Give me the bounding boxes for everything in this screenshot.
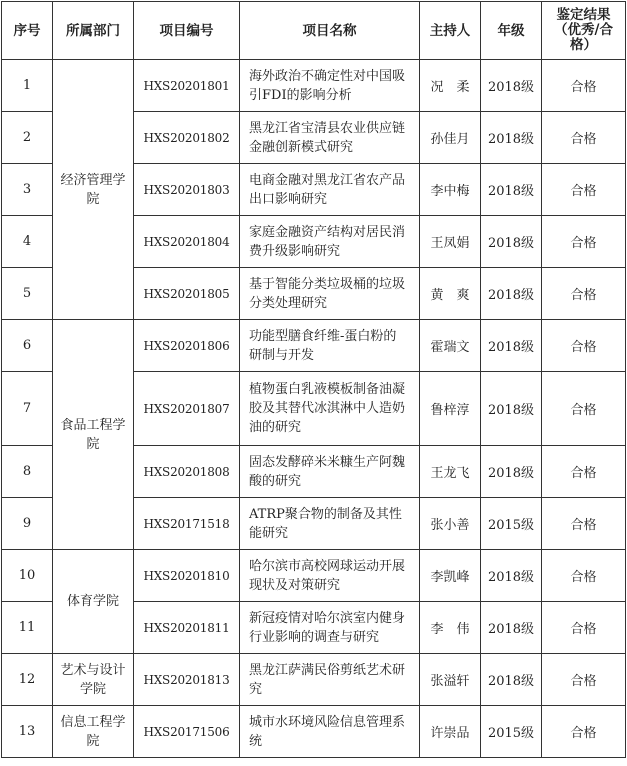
table-row [2,60,626,112]
row-index: 3 [2,164,53,216]
table-row [2,706,626,758]
row-index: 13 [2,706,53,758]
row-grade: 2018级 [481,372,542,446]
row-result: 合格 [542,268,626,320]
row-host: 孙佳月 [420,112,481,164]
row-grade: 2015级 [481,498,542,550]
row-host: 张小善 [420,498,481,550]
row-code: HXS20201801 [134,60,240,112]
row-grade: 2018级 [481,320,542,372]
row-name: 海外政治不确定性对中国吸引FDI的影响分析 [240,60,420,112]
header-result: 鉴定结果（优秀/合格） [542,2,626,60]
header-department: 所属部门 [53,2,134,60]
table-row [2,320,626,372]
row-index: 12 [2,654,53,706]
row-grade: 2018级 [481,60,542,112]
row-grade: 2018级 [481,112,542,164]
header-row [2,2,626,60]
row-code: HXS20201803 [134,164,240,216]
row-index: 8 [2,446,53,498]
row-host: 黄 爽 [420,268,481,320]
row-name: ATRP聚合物的制备及其性能研究 [240,498,420,550]
row-name: 城市水环境风险信息管理系统 [240,706,420,758]
row-result: 合格 [542,550,626,602]
row-code: HXS20201804 [134,216,240,268]
row-index: 6 [2,320,53,372]
row-code: HXS20201802 [134,112,240,164]
row-grade: 2018级 [481,164,542,216]
row-index: 4 [2,216,53,268]
row-index: 7 [2,372,53,446]
row-name: 固态发酵碎米米糠生产阿魏酸的研究 [240,446,420,498]
row-host: 李中梅 [420,164,481,216]
row-result: 合格 [542,602,626,654]
row-name: 家庭金融资产结构对居民消费升级影响研究 [240,216,420,268]
row-host: 王凤娟 [420,216,481,268]
table-row [2,550,626,602]
row-result: 合格 [542,372,626,446]
row-index: 2 [2,112,53,164]
row-grade: 2018级 [481,268,542,320]
row-host: 鲁梓淳 [420,372,481,446]
department-art: 艺术与设计学院 [53,654,134,706]
row-host: 霍瑞文 [420,320,481,372]
row-name: 新冠疫情对哈尔滨室内健身行业影响的调查与研究 [240,602,420,654]
row-name: 植物蛋白乳液模板制备油凝胶及其替代冰淇淋中人造奶油的研究 [240,372,420,446]
row-name: 哈尔滨市高校网球运动开展现状及对策研究 [240,550,420,602]
header-host: 主持人 [420,2,481,60]
row-grade: 2018级 [481,654,542,706]
row-host: 况 柔 [420,60,481,112]
row-host: 张溢轩 [420,654,481,706]
header-grade: 年级 [481,2,542,60]
row-code: HXS20201810 [134,550,240,602]
row-name: 基于智能分类垃圾桶的垃圾分类处理研究 [240,268,420,320]
department-economics: 经济管理学院 [53,60,134,320]
row-code: HXS20201811 [134,602,240,654]
header-name: 项目名称 [240,2,420,60]
row-code: HXS20171518 [134,498,240,550]
table-row [2,654,626,706]
row-host: 李凯峰 [420,550,481,602]
row-index: 9 [2,498,53,550]
row-index: 10 [2,550,53,602]
row-grade: 2018级 [481,602,542,654]
row-code: HXS20201806 [134,320,240,372]
row-name: 电商金融对黑龙江省农产品出口影响研究 [240,164,420,216]
department-sports: 体育学院 [53,550,134,654]
row-code: HXS20201805 [134,268,240,320]
row-result: 合格 [542,654,626,706]
row-grade: 2018级 [481,216,542,268]
row-host: 许崇品 [420,706,481,758]
row-index: 5 [2,268,53,320]
row-code: HXS20201807 [134,372,240,446]
row-name: 功能型膳食纤维-蛋白粉的研制与开发 [240,320,420,372]
project-table [1,1,626,758]
row-result: 合格 [542,706,626,758]
row-code: HXS20171506 [134,706,240,758]
row-result: 合格 [542,320,626,372]
row-grade: 2018级 [481,550,542,602]
row-result: 合格 [542,498,626,550]
row-name: 黑龙江萨满民俗剪纸艺术研究 [240,654,420,706]
row-result: 合格 [542,164,626,216]
row-index: 11 [2,602,53,654]
header-index: 序号 [2,2,53,60]
row-result: 合格 [542,446,626,498]
header-code: 项目编号 [134,2,240,60]
row-code: HXS20201808 [134,446,240,498]
row-host: 李 伟 [420,602,481,654]
row-name: 黑龙江省宝清县农业供应链金融创新模式研究 [240,112,420,164]
row-code: HXS20201813 [134,654,240,706]
department-info: 信息工程学院 [53,706,134,758]
row-grade: 2015级 [481,706,542,758]
department-food: 食品工程学院 [53,320,134,550]
row-result: 合格 [542,216,626,268]
row-result: 合格 [542,60,626,112]
row-result: 合格 [542,112,626,164]
row-index: 1 [2,60,53,112]
row-grade: 2018级 [481,446,542,498]
row-host: 王龙飞 [420,446,481,498]
